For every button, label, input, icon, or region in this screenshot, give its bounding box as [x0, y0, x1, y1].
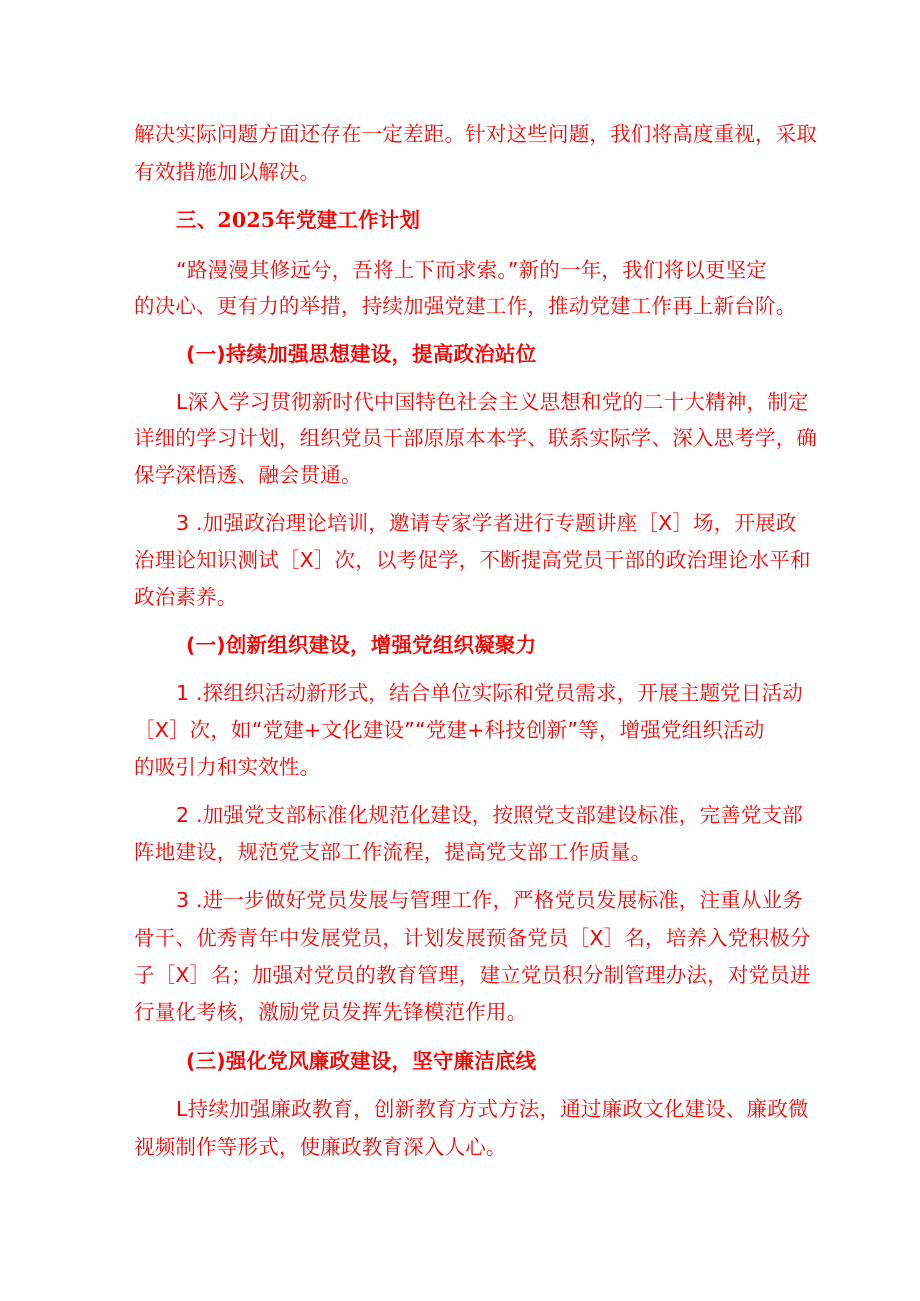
sub2-item2-line-2: 阵地建设，规范党支部工作流程，提高党支部工作质量。	[134, 840, 652, 864]
subsection-2-title: (一)创新组织建设，增强党组织凝聚力	[186, 633, 537, 657]
section-3-title-prefix: 三、	[176, 208, 218, 232]
section-3-title	[176, 206, 420, 234]
sub2-item1-line-2: ［X］次，如“党建+文化建设”“党建+科技创新”等，增强党组织活动	[134, 718, 765, 742]
section-3-title-year: 2025	[217, 208, 276, 232]
quote-line-1: “路漫漫其修远兮，吾将上下而求索。”新的一年，我们将以更坚定	[176, 258, 767, 282]
sub3-item1-line-2: 视频制作等形式，使廉政教育深入人心。	[134, 1135, 507, 1159]
intro-line-1: 解决实际问题方面还存在一定差距。针对这些问题，我们将高度重视，采取	[134, 122, 818, 146]
subsection-3-title: (三)强化党风廉政建设，坚守廉洁底线	[186, 1049, 537, 1073]
sub2-item3-line-4: 行量化考核，激励党员发挥先锋模范作用。	[134, 1000, 528, 1024]
sub3-item1-line-1: L持续加强廉政教育，创新教育方式方法，通过廉政文化建设、廉政微	[176, 1097, 809, 1121]
quote-line-2: 的决心、更有力的举措，持续加强党建工作，推动党建工作再上新台阶。	[134, 294, 797, 318]
sub1-item1-line-2: 详细的学习计划，组织党员干部原原本本学、联系实际学、深入思考学，确	[134, 426, 818, 450]
section-3-title-suffix: 年党建工作计划	[275, 208, 421, 232]
sub2-item3-line-2: 骨干、优秀青年中发展党员，计划发展预备党员［X］名，培养入党积极分	[134, 926, 811, 950]
intro-line-2: 有效措施加以解决。	[134, 160, 321, 184]
sub2-item2-line-1: 2 .加强党支部标准化规范化建设，按照党支部建设标准，完善党支部	[176, 803, 803, 827]
sub2-item3-line-3: 子［X］名；加强对党员的教育管理，建立党员积分制管理办法，对党员进	[134, 963, 811, 987]
sub2-item1-line-1: 1 .探组织活动新形式，结合单位实际和党员需求，开展主题党日活动	[176, 681, 803, 705]
sub2-item3-line-1: 3 .进一步做好党员发展与管理工作，严格党员发展标准，注重从业务	[176, 888, 803, 912]
sub1-item3-line-3: 政治素养。	[134, 585, 238, 609]
sub1-item1-line-3: 保学深悟透、融会贯通。	[134, 463, 362, 487]
sub1-item1-line-1: L深入学习贯彻新时代中国特色社会主义思想和党的二十大精神，制定	[176, 390, 809, 414]
sub1-item3-line-2: 治理论知识测试［X］次，以考促学，不断提高党员干部的政治理论水平和	[134, 548, 811, 572]
sub2-item1-line-3: 的吸引力和实效性。	[134, 755, 321, 779]
subsection-1-title: (一)持续加强思想建设，提高政治站位	[186, 342, 537, 366]
sub1-item3-line-1: 3 .加强政治理论培训，邀请专家学者进行专题讲座［X］场，开展政	[176, 511, 797, 535]
